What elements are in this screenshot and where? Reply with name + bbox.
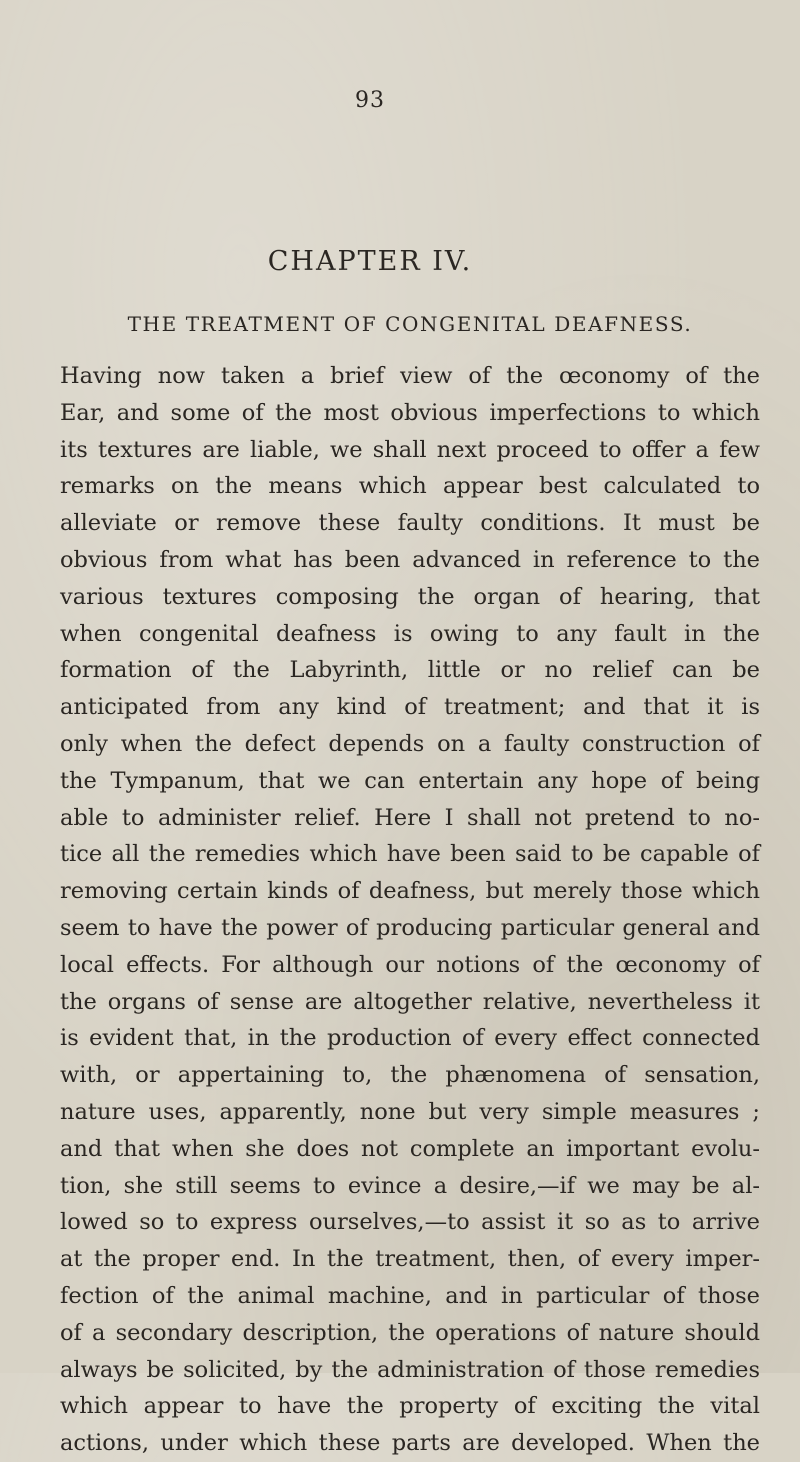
text-line: lowed so to express ourselves,—to assist it so as to arrive [60, 1209, 760, 1236]
chapter-heading: CHAPTER IV. [267, 246, 473, 277]
text-line: local effects. For although our notions of the œconomy of [60, 951, 760, 978]
text-line: and that when she does not complete an important evolu- [60, 1135, 760, 1162]
text-line: removing certain kinds of deafness, but merely those which [60, 878, 760, 905]
text-line: tion, she still seems to evince a desire,—if we may be al- [60, 1172, 760, 1199]
text-line: when congenital deafness is owing to any fault in the [60, 620, 760, 647]
text-line: alleviate or remove these faulty conditions. It must be [60, 510, 760, 537]
text-line: nature uses, apparently, none but very simple measures ; [60, 1098, 760, 1125]
text-line: with, or appertaining to, the phænomena of sensation, [60, 1062, 760, 1089]
text-line: seem to have the power of producing particular general and [60, 914, 760, 941]
text-line: tice all the remedies which have been said to be capable of [60, 841, 760, 868]
text-line: Ear, and some of the most obvious imperfections to which [60, 399, 760, 426]
text-line: the Tympanum, that we can entertain any hope of being [60, 767, 760, 794]
text-line: the organs of sense are altogether relative, nevertheless it [60, 988, 760, 1015]
section-title: THE TREATMENT OF CONGENITAL DEAFNESS. [127, 312, 693, 336]
text-line: always be solicited, by the administration of those remedies [60, 1356, 760, 1383]
text-line: only when the defect depends on a faulty construction of [60, 730, 760, 757]
text-line: Having now taken a brief view of the œconomy of the [60, 363, 760, 389]
text-line: is evident that, in the production of every effect connected [60, 1025, 760, 1052]
text-line: able to administer relief. Here I shall not pretend to no- [60, 804, 760, 831]
text-line: obvious from what has been advanced in reference to the [60, 546, 760, 573]
text-line: its textures are liable, we shall next proceed to offer a few [60, 436, 760, 463]
text-line: various textures composing the organ of hearing, that [60, 583, 760, 610]
text-line: fection of the animal machine, and in particular of those [60, 1282, 760, 1309]
text-line: remarks on the means which appear best calculated to [60, 473, 760, 500]
body-text [60, 358, 760, 1462]
text-line: formation of the Labyrinth, little or no relief can be [60, 657, 760, 684]
text-line: at the proper end. In the treatment, then, of every imper- [60, 1246, 760, 1273]
text-line: anticipated from any kind of treatment; and that it is [60, 694, 760, 721]
page-number: 93 [355, 88, 385, 113]
text-line: which appear to have the property of exciting the vital [60, 1393, 760, 1420]
text-line: of a secondary description, the operations of nature should [60, 1319, 760, 1346]
text-line: actions, under which these parts are developed. When the [60, 1430, 760, 1457]
